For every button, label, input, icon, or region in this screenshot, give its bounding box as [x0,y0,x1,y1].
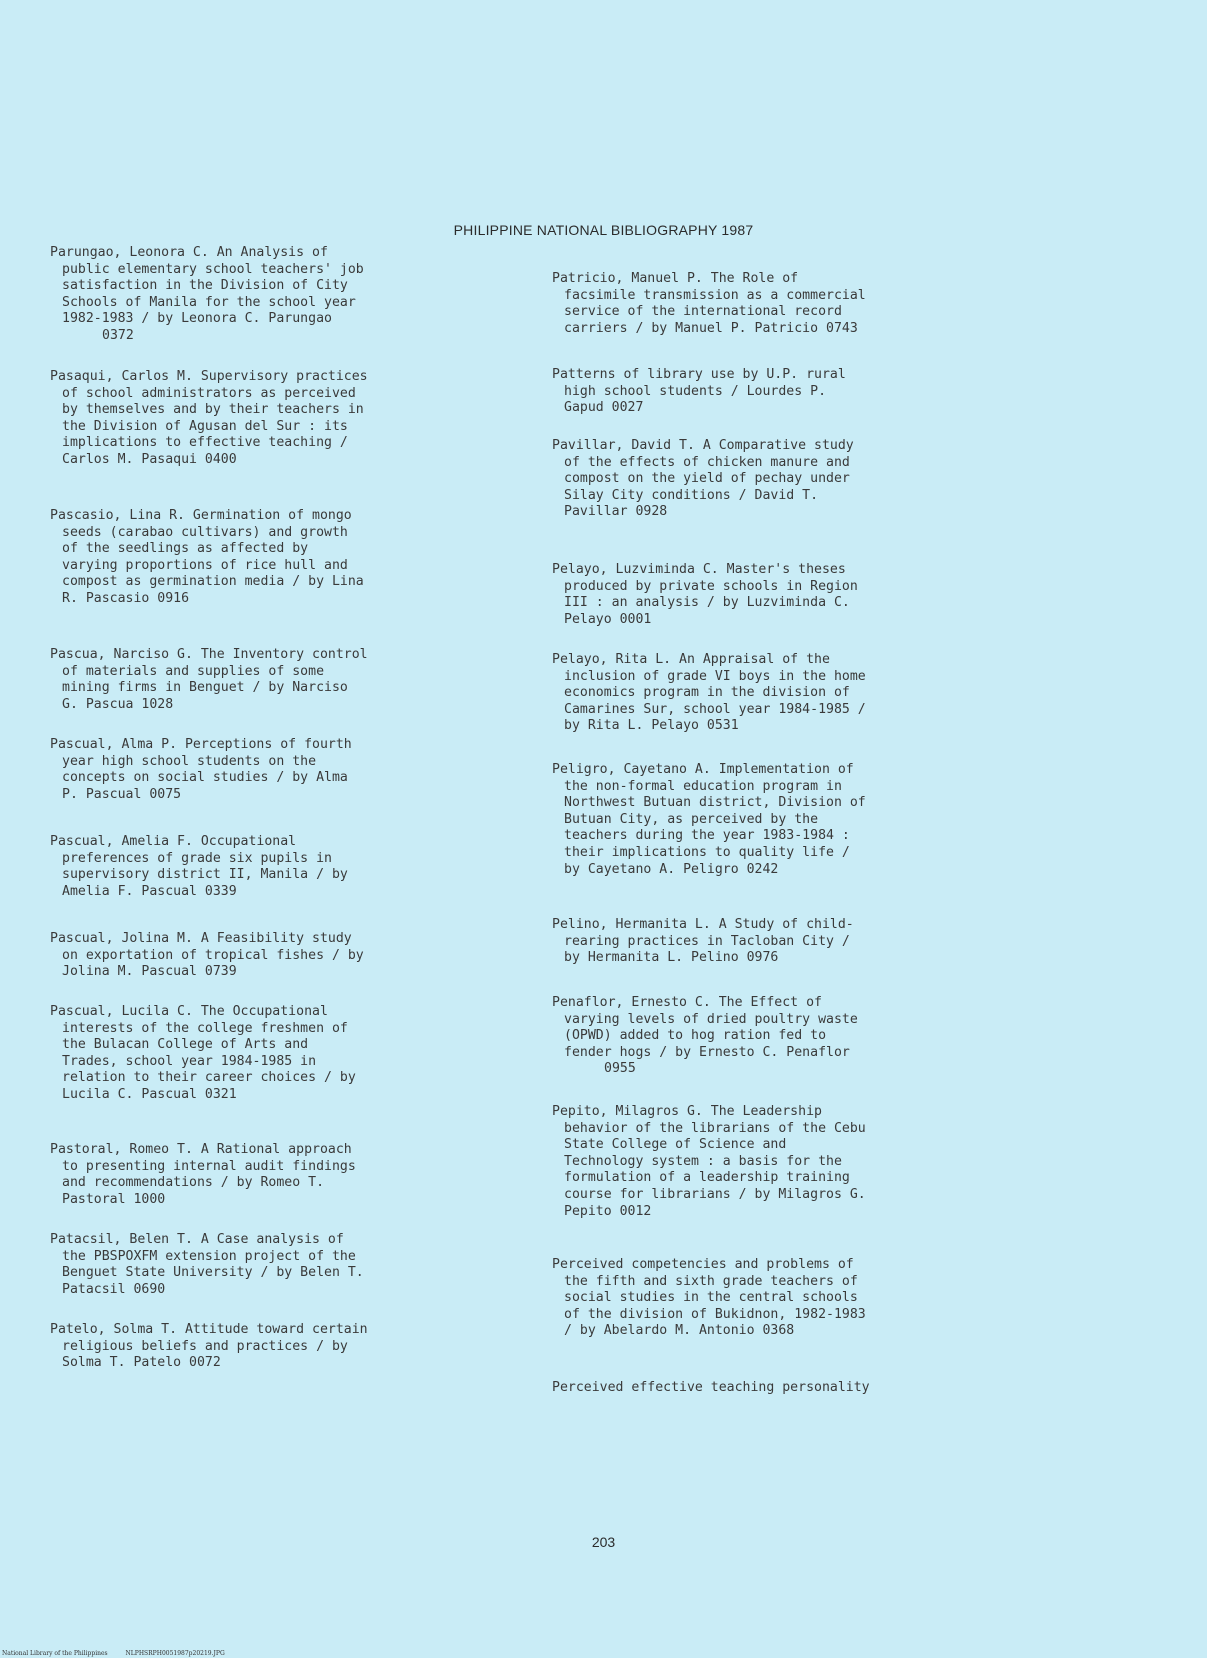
entry-line: Pavillar, David T. A Comparative study [552,438,854,453]
entry-line: rearing practices in Tacloban City / [564,933,850,949]
entry-line: Butuan City, as perceived by the [564,811,819,827]
entry-line: satisfaction in the Division of City [62,278,348,294]
entry-line: Parungao, Leonora C. An Analysis of [50,245,328,260]
entry-line: Pelayo, Luzviminda C. Master's theses [552,562,846,577]
bibliography-entry [552,995,858,1078]
bibliography-entry [50,1322,368,1372]
bibliography-entry [50,737,352,803]
entry-line: produced by private schools in Region [564,578,858,594]
entry-line: Pepito 0012 [564,1203,652,1219]
entry-line: formulation of a leadership training [564,1170,850,1186]
entry-line: the non-formal education program in [564,778,842,794]
entry-line: Carlos M. Pasaqui 0400 [62,451,237,467]
entry-line: by themselves and by their teachers in [62,402,364,418]
entry-line: behavior of the librarians of the Cebu [564,1120,866,1136]
entry-line: interests of the college freshmen of [62,1020,348,1036]
entry-line: by Cayetano A. Peligro 0242 [564,861,779,877]
entry-line: their implications to quality life / [564,844,850,860]
bibliography-entry [552,562,858,628]
entry-line: the Bulacan College of Arts and [62,1037,309,1053]
footer-library: National Library of the Philippines [2,1650,108,1657]
page-title: PHILIPPINE NATIONAL BIBLIOGRAPHY 1987 [453,222,754,238]
bibliography-entry [552,1380,870,1397]
footer-file: NLPHSRPH0051987p20219.JPG [125,1650,225,1657]
entry-line: teachers during the year 1983-1984 : [564,828,850,844]
bibliography-entry [50,1232,364,1298]
bibliography-entry [50,647,368,713]
entry-line: of the division of Bukidnon, 1982-1983 [564,1306,866,1322]
entry-line: implications to effective teaching / [62,435,348,451]
entry-line: religious beliefs and practices / by [62,1338,348,1354]
entry-line: Patricio, Manuel P. The Role of [552,271,799,286]
entry-line: of materials and supplies of some [62,663,325,679]
entry-line: varying proportions of rice hull and [62,557,348,573]
bibliography-entry [50,931,364,981]
entry-line: social studies in the central schools [564,1290,858,1306]
entry-line: the fifth and sixth grade teachers of [564,1273,858,1289]
entry-line: Northwest Butuan district, Division of [564,795,866,811]
entry-line: Perceived competencies and problems of [552,1257,854,1272]
entry-line: course for librarians / by Milagros G. [564,1186,866,1202]
entry-line: Pelino, Hermanita L. A Study of child- [552,917,854,932]
bibliography-entry [552,1104,866,1220]
entry-line: mining firms in Benguet / by Narciso [62,680,348,696]
entry-line: concepts on social studies / by Alma [62,770,348,786]
entry-line: Amelia F. Pascual 0339 [62,883,237,899]
entry-line: III : an analysis / by Luzviminda C. [564,595,850,611]
entry-line: Pascasio, Lina R. Germination of mongo [50,508,352,523]
entry-line: Trades, school year 1984-1985 in [62,1053,317,1069]
entry-line: Pastoral 1000 [62,1191,166,1207]
entry-line: by Hermanita L. Pelino 0976 [564,950,779,966]
entry-line: Schools of Manila for the school year [62,294,356,310]
entry-line: Pascual, Lucila C. The Occupational [50,1004,328,1019]
bibliography-entry [552,271,866,337]
entry-line: G. Pascua 1028 [62,696,174,712]
entry-line: 1982-1983 / by Leonora C. Parungao [62,311,332,327]
entry-line: Peligro, Cayetano A. Implementation of [552,762,854,777]
scan-footer [2,1650,241,1657]
bibliography-entry [552,1257,866,1340]
entry-line: Camarines Sur, school year 1984-1985 / [564,701,866,717]
bibliography-entry [50,369,368,469]
entry-line: fender hogs / by Ernesto C. Penaflor [564,1044,850,1060]
entry-line: Pepito, Milagros G. The Leadership [552,1104,822,1119]
entry-line: Patelo, Solma T. Attitude toward certain [50,1322,368,1337]
bibliography-entry [552,652,866,735]
entry-line: year high school students on the [62,753,317,769]
entry-line: of the seedlings as affected by [62,541,309,557]
entry-line: the Division of Agusan del Sur : its [62,418,348,434]
entry-line: by Rita L. Pelayo 0531 [564,718,739,734]
entry-line: Pasaqui, Carlos M. Supervisory practices [50,369,368,384]
entry-line: carriers / by Manuel P. Patricio 0743 [564,320,858,336]
entry-line: economics program in the division of [564,685,850,701]
entry-line: to presenting internal audit findings [62,1158,356,1174]
entry-line: 0955 [604,1061,636,1077]
page-number: 203 [591,1534,616,1550]
entry-line: compost on the yield of pechay under [564,471,850,487]
entry-line: Jolina M. Pascual 0739 [62,964,237,980]
entry-line: of the effects of chicken manure and [564,454,850,470]
entry-line: Lucila C. Pascual 0321 [62,1086,237,1102]
entry-line: facsimile transmission as a commercial [564,287,866,303]
bibliography-entry [50,508,364,608]
entry-line: Pascual, Alma P. Perceptions of fourth [50,737,352,752]
entry-line: service of the international record [564,304,842,320]
entry-line: preferences of grade six pupils in [62,850,332,866]
entry-line: compost as germination media / by Lina [62,574,364,590]
entry-line: Pascual, Jolina M. A Feasibility study [50,931,352,946]
entry-line: Pascua, Narciso G. The Inventory control [50,647,368,662]
bibliography-entry [552,762,866,878]
bibliography-entry [50,1142,356,1208]
entry-line: 0372 [102,327,134,343]
entry-line: Penaflor, Ernesto C. The Effect of [552,995,822,1010]
entry-line: on exportation of tropical fishes / by [62,947,364,963]
entry-line: Benguet State University / by Belen T. [62,1265,364,1281]
entry-line: inclusion of grade VI boys in the home [564,668,866,684]
entry-line: public elementary school teachers' job [62,261,364,277]
bibliography-entry [552,917,854,967]
entry-line: high school students / Lourdes P. [564,383,827,399]
entry-line: Patacsil, Belen T. A Case analysis of [50,1232,344,1247]
entry-line: R. Pascasio 0916 [62,590,190,606]
entry-line: Pastoral, Romeo T. A Rational approach [50,1142,352,1157]
bibliography-entry [552,367,846,417]
entry-line: Pavillar 0928 [564,504,668,520]
entry-line: State College of Science and [564,1137,787,1153]
entry-line: Silay City conditions / David T. [564,487,819,503]
entry-line: seeds (carabao cultivars) and growth [62,524,348,540]
bibliography-entry [50,1004,356,1104]
entry-line: Technology system : a basis for the [564,1153,842,1169]
entry-line: Gapud 0027 [564,400,644,416]
bibliography-entry [50,834,348,900]
entry-line: Perceived effective teaching personality [552,1380,870,1395]
entry-line: Solma T. Patelo 0072 [62,1355,221,1371]
entry-line: Pelayo, Rita L. An Appraisal of the [552,652,830,667]
entry-line: P. Pascual 0075 [62,786,182,802]
entry-line: Patterns of library use by U.P. rural [552,367,846,382]
entry-line: relation to their career choices / by [62,1070,356,1086]
entry-line: supervisory district II, Manila / by [62,867,348,883]
bibliography-entry [552,438,854,521]
entry-line: (OPWD) added to hog ration fed to [564,1028,827,1044]
entry-line: Pelayo 0001 [564,611,652,627]
entry-line: and recommendations / by Romeo T. [62,1175,325,1191]
entry-line: varying levels of dried poultry waste [564,1011,858,1027]
entry-line: / by Abelardo M. Antonio 0368 [564,1323,795,1339]
entry-line: of school administrators as perceived [62,385,356,401]
entry-line: Patacsil 0690 [62,1281,166,1297]
entry-line: the PBSPOXFM extension project of the [62,1248,356,1264]
bibliography-entry [50,245,364,345]
entry-line: Pascual, Amelia F. Occupational [50,834,297,849]
